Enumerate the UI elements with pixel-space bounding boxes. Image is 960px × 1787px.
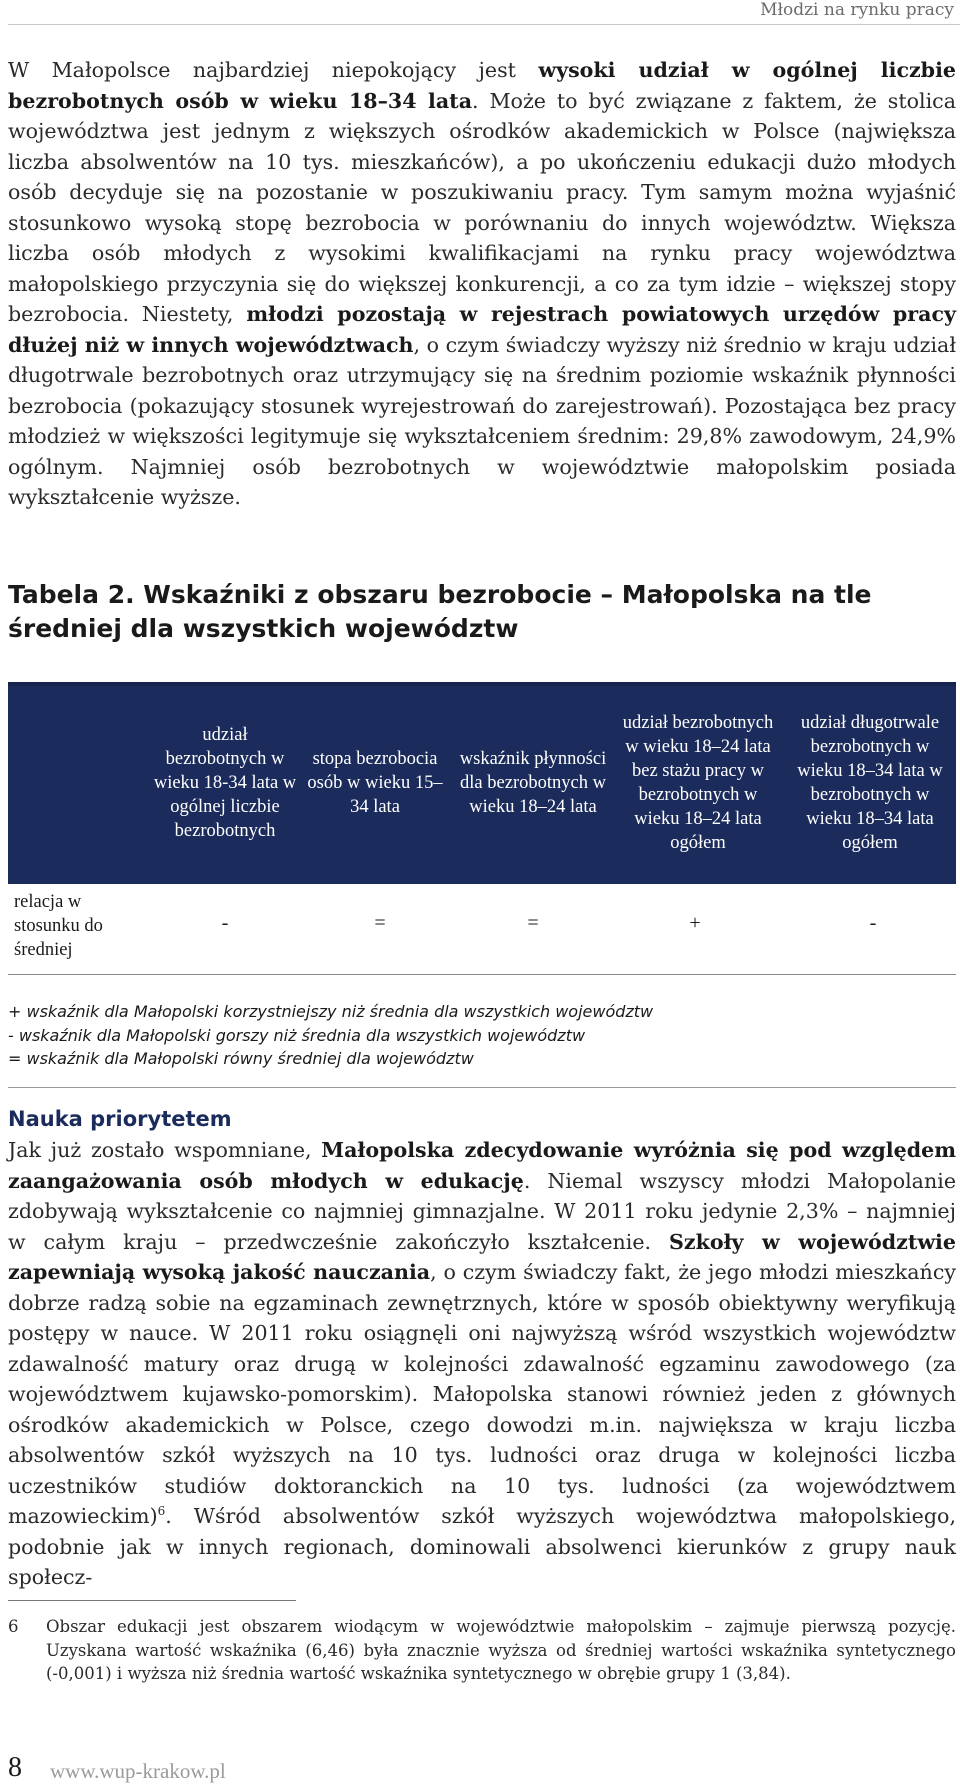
relation-value: - — [869, 912, 877, 934]
column-header: udział bezrobotnych w wieku 18-34 lata w ogólnej liczbie bezrobotnych — [153, 725, 297, 841]
paragraph-emphasis: Szkoły w województwie zapewniają wysoką jakość nauczania — [8, 1229, 956, 1284]
footnote — [8, 1615, 956, 1686]
footnote-reference[interactable]: 6 — [157, 1504, 166, 1519]
column-header: udział długotrwale bezrobotnych w wieku 18–34 lata w bezrobotnych w wieku 18–34 lata ogółem — [797, 713, 943, 853]
footnote-rule — [8, 1600, 296, 1601]
relation-value: = — [527, 912, 539, 934]
row-label: relacja w stosunku do średniej — [14, 892, 103, 960]
legend-rule — [8, 1087, 956, 1088]
relation-value: - — [221, 912, 229, 934]
column-header: stopa bezrobocia osób w wieku 15–34 lata — [307, 749, 443, 817]
paragraph-emphasis: młodzi pozostają w rejestrach powiatowych urzędów pracy dłużej niż w innych województwach — [8, 302, 956, 357]
paragraph-emphasis: wysoki udział w ogólnej liczbie bezrobotnych osób w wieku 18–34 lata — [8, 58, 957, 113]
table-bottom-rule — [8, 974, 956, 975]
table-header — [8, 682, 956, 884]
legend-item-equal: = wskaźnik dla Małopolski równy średniej dla województw — [8, 1049, 474, 1068]
table-top-rule — [8, 682, 956, 686]
section-heading: Nauka priorytetem — [8, 1107, 232, 1131]
relation-value: + — [689, 912, 701, 934]
paragraph-intro — [8, 55, 956, 513]
paragraph-text: . Niemal wszyscy młodzi Małopolanie zdobywają wykształcenie co najmniej gimnazjalne. W 2011 roku jedynie 2,3% – najmniej w całym kraju – przedwcześnie zakończyło kształcenie. — [8, 1168, 957, 1254]
paragraph-text: . Może to być związane z faktem, że stolica województwa jest jednym z większych ośrodków akademickich w Polsce (największa liczba absolwentów na 10 tys. mieszkańców), a po ukończeniu edukacji dużo młodych osób decyduje się na pozostanie w poszukiwaniu pracy. Tym samym można wyjaśnić stosunkowo wysoką stopę bezrobocia w porównaniu do innych województw. Większa liczba osób młodych z wysokimi kwalifikacjami na rynku pracy województwa małopolskiego przyczynia się do większej konkurencji, a co za tym idzie – większej stopy bezrobocia. Niestety, — [8, 88, 956, 326]
footnote-number: 6 — [8, 1617, 19, 1636]
table-title: Tabela 2. Wskaźniki z obszaru bezrobocie – Małopolska na tle średniej dla wszystkich województw — [8, 580, 872, 643]
footnote-text: Obszar edukacji jest obszarem wiodącym w województwie małopolskim – zajmuje pierwszą pozycję. Uzyskana wartość wskaźnika (6,46) była znacznie wyższa od średniej wartości wskaźnika syntetycznego (-0,001) i wyższa niż średnia wartość wskaźnika syntetycznego w obrębie grupy 1 (3,84). — [46, 1617, 956, 1683]
paragraph-text: . Wśród absolwentów szkół wyższych województwa małopolskiego, podobnie jak w innych regionach, dominowali absolwenci kierunków z grupy nauk społecz- — [8, 1504, 956, 1589]
relation-value: = — [374, 912, 386, 934]
paragraph-text: , o czym świadczy wyższy niż średnio w kraju udział długotrwale bezrobotnych oraz utrzymujący się na średnim poziomie wskaźnik płynności bezrobocia (pokazujący stosunek wyrejestrowań do zarejestrowań). Pozostająca bez pracy młodzież w większości legitymuje się wykształceniem średnim: 29,8% zawodowym, 24,9% ogólnym. Najmniej osób bezrobotnych w województwie małopolskim posiada wykształcenie wyższe. — [8, 332, 957, 509]
legend-item-better: + wskaźnik dla Małopolski korzystniejszy niż średnia dla wszystkich województw — [8, 1002, 654, 1021]
paragraph-text: W Małopolsce najbardziej niepokojący jest — [8, 58, 539, 82]
paragraph-emphasis: Małopolska zdecydowanie wyróżnia się pod względem zaangażowania osób młodych w edukację — [8, 1138, 956, 1193]
table-legend — [8, 1000, 956, 1071]
paragraph-text: Jak już zostało wspomniane, — [8, 1138, 322, 1162]
header-rule — [8, 24, 960, 25]
table-row — [8, 884, 956, 966]
running-head: Młodzi na rynku pracy — [760, 0, 954, 20]
column-header: udział bezrobotnych w wieku 18–24 lata bez stażu pracy w bezrobotnych w wieku 18–24 lata ogółem — [622, 713, 774, 853]
column-header: wskaźnik płynności dla bezrobotnych w wieku 18–24 lata — [459, 749, 607, 817]
site-url[interactable]: www.wup-krakow.pl — [50, 1759, 226, 1783]
legend-item-worse: - wskaźnik dla Małopolski gorszy niż średnia dla wszystkich województw — [8, 1025, 586, 1045]
paragraph-education — [8, 1135, 956, 1593]
page-number: 8 — [8, 1752, 22, 1783]
paragraph-text: , o czym świadczy fakt, że jego młodzi mieszkańcy dobrze radzą sobie na egzaminach zewnętrznych, które w sposób obiektywny weryfikują postępy w nauce. W 2011 roku osiągnęli oni najwyższą wśród wszystkich województw zdawalność matury oraz drugą w kolejności zdawalność egzaminu zawodowego (za województwem kujawsko-pomorskim). Małopolska stanowi również jeden z głównych ośrodków akademickich w Polsce, czego dowodzi m.in. największa w kraju liczba absolwentów szkół wyższych na 10 tys. ludności oraz druga w kolejności liczba uczestników studiów doktoranckich na 10 tys. ludności (za województwem mazowieckim) — [8, 1260, 956, 1528]
